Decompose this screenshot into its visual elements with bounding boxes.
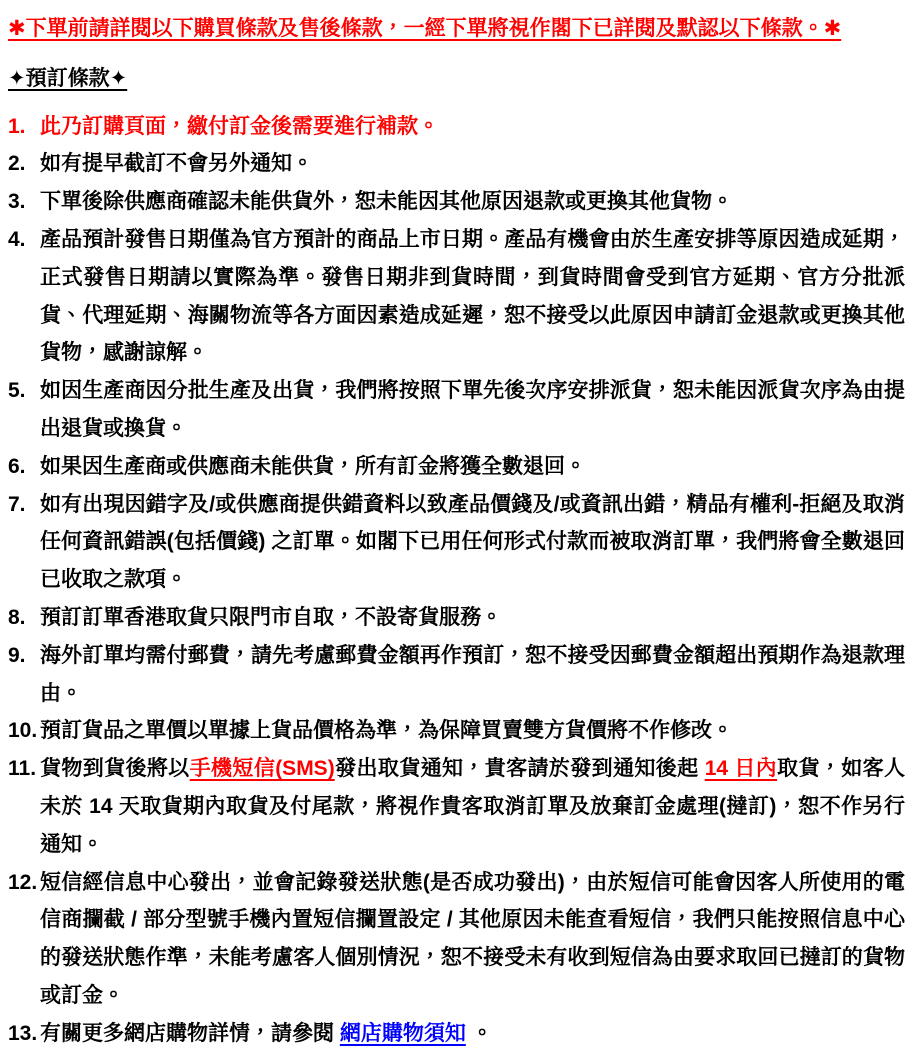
term-body (40, 1015, 905, 1053)
term-text-segment: 手機短信(SMS) (189, 757, 335, 781)
shop-guide-link[interactable]: 網店購物須知 (339, 1021, 466, 1045)
term-item (8, 145, 905, 183)
term-body (40, 712, 905, 750)
term-number: 5. (8, 379, 26, 403)
term-text-segment: 下單後除供應商確認未能供貨外，恕未能因其他原因退款或更換其他貨物。 (40, 190, 733, 214)
term-number: 7. (8, 492, 26, 516)
term-body (40, 486, 905, 599)
term-number: 4. (8, 227, 26, 251)
term-text-segment: 此乃訂購頁面，繳付訂金後需要進行補款。 (40, 114, 439, 138)
term-text-segment: 預訂訂單香港取貨只限門市自取，不設寄貨服務。 (40, 605, 502, 629)
term-body (40, 145, 905, 183)
section-title-row (8, 60, 905, 98)
term-number: 2. (8, 152, 26, 176)
term-item (8, 712, 905, 750)
term-body (40, 864, 905, 1015)
purchase-terms-notice: ✱下單前請詳閱以下購買條款及售後條款，一經下單將視作閣下已詳閱及默認以下條款。✱ (8, 17, 842, 40)
term-body (40, 750, 905, 863)
term-body (40, 448, 905, 486)
term-body (40, 183, 905, 221)
term-text-segment: 如果因生產商或供應商未能供貨，所有訂金將獲全數退回。 (40, 454, 586, 478)
term-item (8, 599, 905, 637)
term-item (8, 372, 905, 448)
term-text-segment: 產品預計發售日期僅為官方預計的商品上市日期。產品有機會由於生產安排等原因造成延期，正式發售日期請以實際為準。發售日期非到貨時間，到貨時間會受到官方延期、官方分批派貨、代理延期、海關物流等各方面因素造成延遲，恕不接受以此原因申請訂金退款或更換其他貨物，感謝諒解。 (40, 227, 905, 365)
term-number: 12. (8, 870, 38, 894)
term-item (8, 108, 905, 146)
term-text-segment: 取貨，如客人未於 14 天取貨期內取貨及付尾款，將視作貴客取消訂單及放棄訂金處理(撻訂)，恕不作另行通知。 (40, 757, 905, 856)
term-body (40, 221, 905, 372)
term-number: 3. (8, 190, 26, 214)
term-item (8, 864, 905, 1015)
term-item (8, 486, 905, 599)
term-text-segment: 短信經信息中心發出，並會記錄發送狀態(是否成功發出)，由於短信可能會因客人所使用的電信商攔截 / 部分型號手機內置短信攔置設定 / 其他原因未能查看短信，我們只能按照信息中心的發送狀態作準，未能考慮客人個別情況，恕不接受未有收到短信為由要求取回已撻訂的貨物或訂金。 (40, 870, 905, 1007)
term-text-segment: 海外訂單均需付郵費，請先考慮郵費金額再作預訂，恕不接受因郵費金額超出預期作為退款理由。 (40, 643, 905, 705)
term-text-segment: 。 (465, 1021, 493, 1045)
term-number: 1. (8, 114, 26, 138)
term-text-segment: 發出取貨通知，貴客請於發到通知後起 (334, 757, 705, 781)
term-item (8, 183, 905, 221)
term-body (40, 108, 905, 146)
term-number: 13. (8, 1021, 38, 1045)
term-number: 9. (8, 643, 26, 667)
term-text-segment: 如有出現因錯字及/或供應商提供錯資料以致產品價錢及/或資訊出錯，精品有權利-拒絕及取消任何資訊錯誤(包括價錢) 之訂單。如閣下已用任何形式付款而被取消訂單，我們將會全數退回已收取之款項。 (40, 492, 905, 592)
term-number: 8. (8, 605, 26, 629)
term-body (40, 637, 905, 713)
preorder-terms-title: ✦預訂條款✦ (8, 66, 128, 90)
term-item (8, 448, 905, 486)
term-body (40, 599, 905, 637)
term-text-segment: 貨物到貨後將以 (40, 757, 190, 781)
term-text-segment: 預訂貨品之單價以單據上貨品價格為準，為保障買賣雙方貨價將不作修改。 (40, 719, 733, 743)
term-item (8, 221, 905, 372)
term-number: 11. (8, 757, 37, 781)
term-number: 10. (8, 719, 38, 743)
term-text-segment: 如有提早截訂不會另外通知。 (40, 152, 313, 176)
term-text-segment: 如因生產商因分批生產及出貨，我們將按照下單先後次序安排派貨，恕未能因派貨次序為由提出退貨或換貨。 (40, 379, 905, 440)
term-item (8, 750, 905, 863)
term-body (40, 372, 905, 448)
term-number: 6. (8, 454, 26, 478)
terms-list (8, 108, 905, 1053)
term-text-segment: 有關更多網店購物詳情，請參閱 (40, 1021, 340, 1045)
term-item (8, 637, 905, 713)
term-item (8, 1015, 905, 1053)
term-text-segment: 14 日內 (704, 757, 778, 781)
